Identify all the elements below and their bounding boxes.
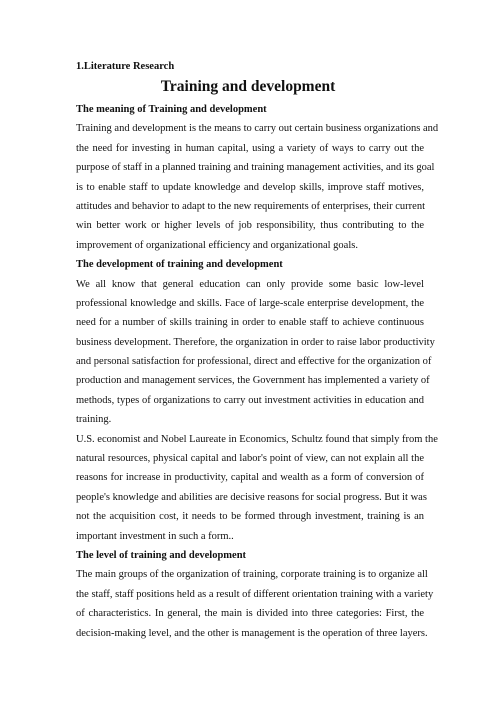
text-line: and personal satisfaction for professional, direct and effective for the organization of: [76, 356, 432, 368]
text-line: win better work or higher levels of job responsibility, thus contributing to the: [76, 220, 424, 232]
text-line: purpose of staff in a planned training and training management activities, and its goal: [76, 162, 435, 174]
page-title: Training and development: [160, 78, 336, 95]
text-line: training.: [76, 414, 112, 426]
paragraph: [76, 119, 439, 255]
paragraph: [76, 565, 434, 643]
text-line: attitudes and behavior to adapt to the new requirements of enterprises, their current: [76, 200, 426, 212]
text-line: We all know that general education can only provide some basic low-level: [76, 278, 424, 290]
text-line: methods, types of organizations to carry out investment activities in education and: [76, 394, 424, 406]
text-line: Training and development is the means to carry out certain business organizations and: [76, 123, 439, 135]
section-heading: The level of training and development: [76, 549, 247, 561]
section-label: 1.Literature Research: [76, 61, 175, 72]
section-heading: The development of training and development: [76, 259, 283, 271]
text-line: decision-making level, and the other is management is the operation of three layers.: [76, 627, 428, 639]
section-heading: The meaning of Training and development: [76, 104, 267, 115]
text-line: of characteristics. In general, the main is divided into three categories: First, the: [76, 608, 424, 620]
text-line: natural resources, physical capital and labor's point of view, can not explain all the: [76, 453, 424, 465]
document-body: [76, 100, 439, 643]
text-line: the need for investing in human capital, using a variety of ways to carry out the: [76, 142, 424, 154]
text-line: U.S. economist and Nobel Laureate in Economics, Schultz found that simply from the: [76, 433, 438, 445]
text-line: improvement of organizational efficiency and organizational goals.: [76, 239, 358, 251]
paragraph: [76, 275, 435, 430]
paragraph: [76, 430, 438, 546]
text-line: important investment in such a form..: [76, 530, 234, 542]
text-line: need for a number of skills training in order to enable staff to achieve continuous: [76, 317, 424, 329]
text-line: professional knowledge and skills. Face of large-scale enterprise development, the: [76, 297, 424, 309]
text-line: people's knowledge and abilities are decisive reasons for social progress. But it was: [76, 491, 427, 503]
text-line: production and management services, the Government has implemented a variety of: [76, 375, 430, 387]
text-line: The main groups of the organization of training, corporate training is to organize all: [76, 569, 428, 581]
text-line: business development. Therefore, the organization in order to raise labor productivity: [76, 336, 435, 348]
text-line: is to enable staff to update knowledge and develop skills, improve staff motives,: [76, 181, 424, 193]
text-line: not the acquisition cost, it needs to be formed through investment, training is an: [76, 511, 424, 523]
text-line: reasons for increase in productivity, capital and wealth as a form of conversion of: [76, 472, 424, 484]
text-line: the staff, staff positions held as a result of different orientation training with a variety: [76, 588, 434, 600]
